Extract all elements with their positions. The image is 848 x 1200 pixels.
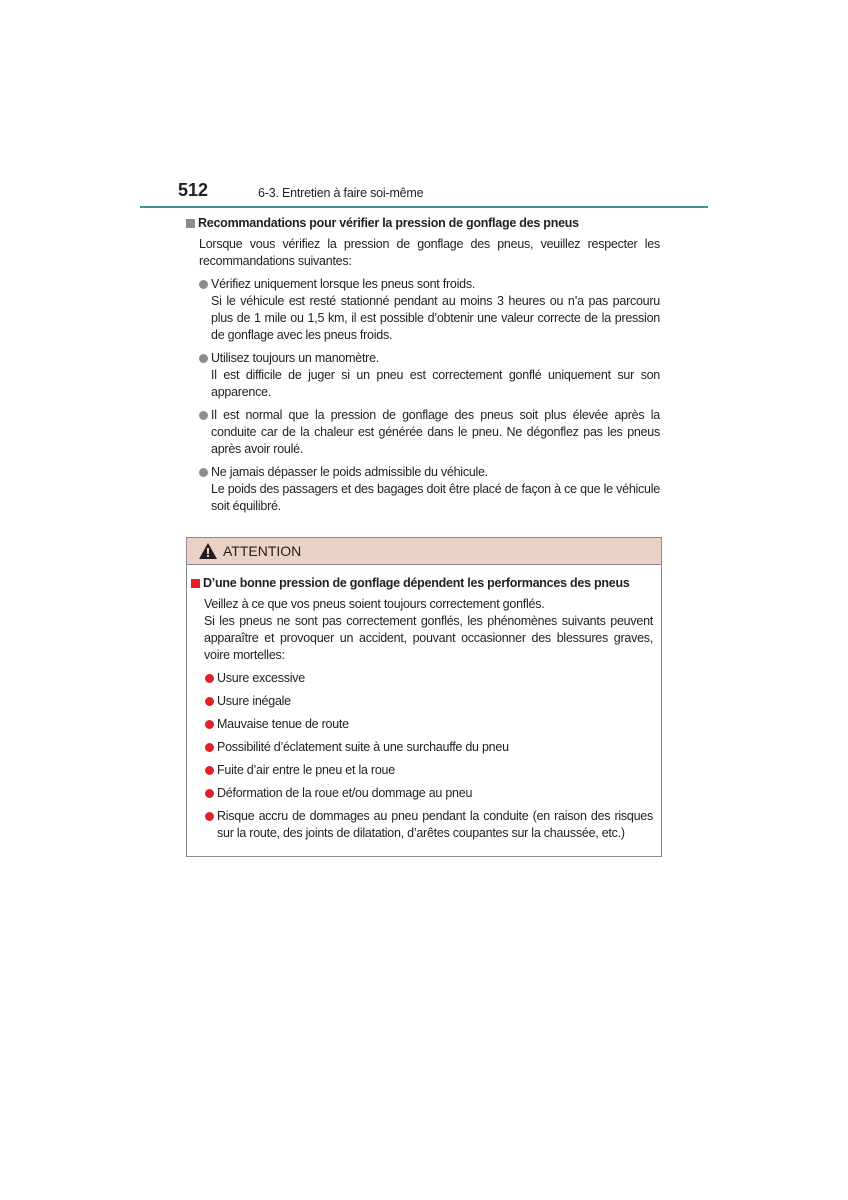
red-bullet-icon — [205, 720, 214, 729]
heading-text: Recommandations pour vérifier la pression de gonflage des pneus — [198, 216, 579, 230]
item-text: Déformation de la roue et/ou dommage au pneu — [217, 786, 473, 800]
bullet-icon — [199, 411, 208, 420]
list-item — [199, 276, 660, 344]
item-head: Vérifiez uniquement lorsque les pneus sont froids. — [211, 277, 476, 291]
list-item — [199, 407, 660, 458]
list-item — [205, 693, 653, 710]
item-head: Ne jamais dépasser le poids admissible du véhicule. — [211, 465, 488, 479]
main-content — [186, 215, 660, 515]
list-item — [205, 716, 653, 733]
header-divider — [140, 206, 708, 208]
list-item — [205, 785, 653, 802]
page-number: 512 — [178, 180, 209, 200]
item-head: Il est normal que la pression de gonflage des pneus soit plus élevée après la conduite car de la chaleur est générée dans le pneu. Ne dégonflez pas les pneus après avoir roulé. — [211, 408, 660, 456]
heading-text: D’une bonne pression de gonflage dépendent les performances des pneus — [203, 576, 630, 590]
item-head: Utilisez toujours un manomètre. — [211, 351, 380, 365]
attention-paragraph: Veillez à ce que vos pneus soient toujours correctement gonflés. — [204, 597, 545, 611]
list-item — [199, 464, 660, 515]
attention-paragraph: Si les pneus ne sont pas correctement gonflés, les phénomènes suivants peuvent apparaître et provoquer un accident, pouvant occasionner des blessures graves, voire mortelles: — [204, 614, 653, 662]
item-text: Mauvaise tenue de route — [217, 717, 349, 731]
intro-paragraph: Lorsque vous vérifiez la pression de gonflage des pneus, veuillez respecter les recommandations suivantes: — [199, 237, 660, 268]
list-item — [205, 739, 653, 756]
item-body: Le poids des passagers et des bagages doit être placé de façon à ce que le véhicule soit équilibré. — [211, 482, 660, 513]
item-body: Il est difficile de juger si un pneu est correctement gonflé uniquement sur son apparence. — [211, 368, 660, 399]
red-bullet-icon — [205, 697, 214, 706]
section-heading — [186, 215, 660, 232]
bullet-icon — [199, 280, 208, 289]
list-item — [199, 350, 660, 401]
list-item — [205, 670, 653, 687]
attention-header — [187, 538, 661, 565]
bullet-icon — [199, 468, 208, 477]
item-text: Usure inégale — [217, 694, 291, 708]
bullet-icon — [199, 354, 208, 363]
warning-triangle-icon — [199, 543, 217, 559]
item-text: Possibilité d’éclatement suite à une surchauffe du pneu — [217, 740, 509, 754]
section-title: 6-3. Entretien à faire soi-même — [258, 186, 424, 200]
list-item — [205, 808, 653, 842]
list-item — [205, 762, 653, 779]
attention-heading — [191, 575, 653, 592]
item-body: Si le véhicule est resté stationné pendant au moins 3 heures ou n’a pas parcouru plus de 1 mile ou 1,5 km, il est possible d’obtenir une valeur correcte de la pression de gonflage avec les pneus froids. — [211, 294, 660, 342]
item-text: Fuite d’air entre le pneu et la roue — [217, 763, 395, 777]
red-square-icon — [191, 579, 200, 588]
attention-label: ATTENTION — [223, 543, 302, 559]
red-bullet-icon — [205, 789, 214, 798]
attention-box — [186, 537, 662, 857]
item-text: Risque accru de dommages au pneu pendant la conduite (en raison des risques sur la route, des joints de dilatation, d’arêtes coupantes sur la chaussée, etc.) — [217, 809, 653, 840]
red-bullet-icon — [205, 812, 214, 821]
red-bullet-icon — [205, 766, 214, 775]
red-bullet-icon — [205, 674, 214, 683]
item-text: Usure excessive — [217, 671, 305, 685]
red-bullet-icon — [205, 743, 214, 752]
square-bullet-icon — [186, 219, 195, 228]
